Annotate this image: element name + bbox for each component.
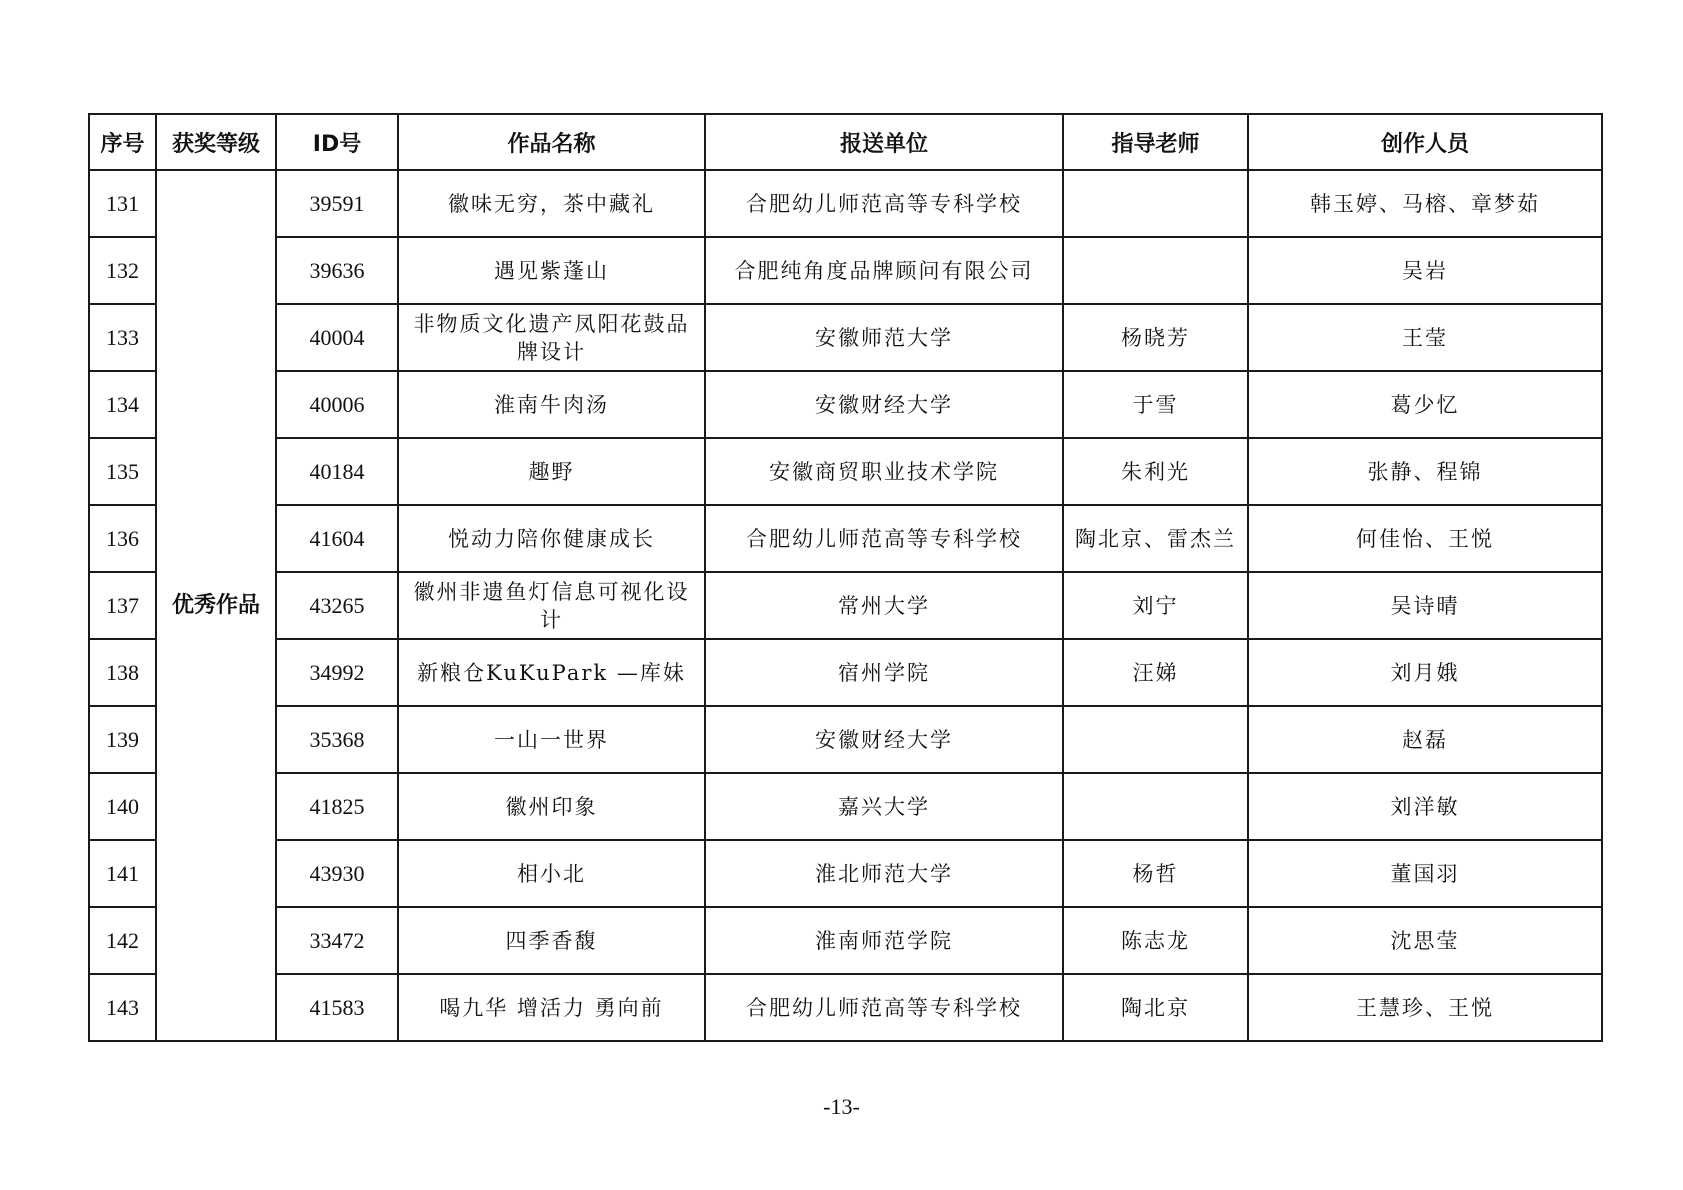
cell-no: 143 (89, 974, 156, 1041)
cell-unit: 嘉兴大学 (705, 773, 1063, 840)
cell-id: 43930 (276, 840, 398, 907)
cell-unit: 合肥幼儿师范高等专科学校 (705, 170, 1063, 237)
cell-title: 遇见紫蓬山 (398, 237, 705, 304)
cell-creators: 王莹 (1248, 304, 1602, 371)
header-award-level: 获奖等级 (156, 114, 276, 170)
cell-id: 33472 (276, 907, 398, 974)
cell-no: 141 (89, 840, 156, 907)
cell-unit: 淮北师范大学 (705, 840, 1063, 907)
cell-no: 138 (89, 639, 156, 706)
cell-title: 非物质文化遗产凤阳花鼓品牌设计 (398, 304, 705, 371)
cell-title: 一山一世界 (398, 706, 705, 773)
cell-no: 135 (89, 438, 156, 505)
cell-advisor: 陶北京、雷杰兰 (1063, 505, 1248, 572)
table-row (89, 907, 1602, 974)
cell-advisor (1063, 170, 1248, 237)
cell-advisor (1063, 706, 1248, 773)
cell-no: 136 (89, 505, 156, 572)
cell-no: 140 (89, 773, 156, 840)
cell-creators: 何佳怡、王悦 (1248, 505, 1602, 572)
cell-advisor: 汪娣 (1063, 639, 1248, 706)
awards-table (88, 113, 1603, 1042)
table-row (89, 371, 1602, 438)
cell-creators: 吴岩 (1248, 237, 1602, 304)
cell-no: 139 (89, 706, 156, 773)
cell-id: 41825 (276, 773, 398, 840)
cell-title: 悦动力陪你健康成长 (398, 505, 705, 572)
header-title: 作品名称 (398, 114, 705, 170)
cell-advisor: 陈志龙 (1063, 907, 1248, 974)
cell-title: 喝九华 增活力 勇向前 (398, 974, 705, 1041)
cell-id: 41604 (276, 505, 398, 572)
cell-unit: 合肥幼儿师范高等专科学校 (705, 974, 1063, 1041)
cell-no: 131 (89, 170, 156, 237)
cell-advisor: 陶北京 (1063, 974, 1248, 1041)
cell-creators: 沈思莹 (1248, 907, 1602, 974)
cell-creators: 张静、程锦 (1248, 438, 1602, 505)
cell-advisor: 刘宁 (1063, 572, 1248, 639)
header-id: ID号 (276, 114, 398, 170)
cell-unit: 淮南师范学院 (705, 907, 1063, 974)
cell-advisor (1063, 237, 1248, 304)
cell-creators: 王慧珍、王悦 (1248, 974, 1602, 1041)
cell-no: 132 (89, 237, 156, 304)
table-row (89, 505, 1602, 572)
cell-no: 142 (89, 907, 156, 974)
table-body (89, 170, 1602, 1041)
cell-id: 41583 (276, 974, 398, 1041)
cell-id: 39636 (276, 237, 398, 304)
cell-id: 35368 (276, 706, 398, 773)
cell-unit: 合肥幼儿师范高等专科学校 (705, 505, 1063, 572)
cell-title: 趣野 (398, 438, 705, 505)
cell-advisor: 杨哲 (1063, 840, 1248, 907)
table-row (89, 304, 1602, 371)
header-row (89, 114, 1602, 170)
cell-creators: 刘洋敏 (1248, 773, 1602, 840)
cell-title: 淮南牛肉汤 (398, 371, 705, 438)
cell-creators: 赵磊 (1248, 706, 1602, 773)
cell-advisor (1063, 773, 1248, 840)
cell-title: 徽味无穷，茶中藏礼 (398, 170, 705, 237)
cell-creators: 葛少忆 (1248, 371, 1602, 438)
header-advisor: 指导老师 (1063, 114, 1248, 170)
cell-id: 39591 (276, 170, 398, 237)
table-row (89, 773, 1602, 840)
table-row (89, 237, 1602, 304)
cell-creators: 董国羽 (1248, 840, 1602, 907)
cell-id: 40004 (276, 304, 398, 371)
cell-no: 137 (89, 572, 156, 639)
table-row (89, 639, 1602, 706)
table-row (89, 438, 1602, 505)
cell-unit: 安徽商贸职业技术学院 (705, 438, 1063, 505)
header-unit: 报送单位 (705, 114, 1063, 170)
table-row (89, 974, 1602, 1041)
cell-advisor: 杨晓芳 (1063, 304, 1248, 371)
page-number: -13- (823, 1094, 860, 1119)
table-row (89, 572, 1602, 639)
table-row (89, 840, 1602, 907)
cell-unit: 合肥纯角度品牌顾问有限公司 (705, 237, 1063, 304)
cell-title: 新粮仓KuKuPark —库妹 (398, 639, 705, 706)
cell-id: 40006 (276, 371, 398, 438)
cell-title: 四季香馥 (398, 907, 705, 974)
cell-id: 43265 (276, 572, 398, 639)
cell-title: 徽州非遗鱼灯信息可视化设计 (398, 572, 705, 639)
cell-title: 相小北 (398, 840, 705, 907)
cell-creators: 吴诗晴 (1248, 572, 1602, 639)
header-creators: 创作人员 (1248, 114, 1602, 170)
table-row (89, 170, 1602, 237)
cell-no: 134 (89, 371, 156, 438)
cell-award-level: 优秀作品 (156, 170, 276, 1041)
cell-creators: 韩玉婷、马榕、章梦茹 (1248, 170, 1602, 237)
cell-no: 133 (89, 304, 156, 371)
cell-title: 徽州印象 (398, 773, 705, 840)
cell-unit: 宿州学院 (705, 639, 1063, 706)
table-row (89, 706, 1602, 773)
cell-unit: 安徽财经大学 (705, 371, 1063, 438)
cell-unit: 安徽财经大学 (705, 706, 1063, 773)
cell-advisor: 于雪 (1063, 371, 1248, 438)
cell-unit: 安徽师范大学 (705, 304, 1063, 371)
header-no: 序号 (89, 114, 156, 170)
cell-id: 34992 (276, 639, 398, 706)
cell-unit: 常州大学 (705, 572, 1063, 639)
cell-id: 40184 (276, 438, 398, 505)
cell-advisor: 朱利光 (1063, 438, 1248, 505)
cell-creators: 刘月娥 (1248, 639, 1602, 706)
